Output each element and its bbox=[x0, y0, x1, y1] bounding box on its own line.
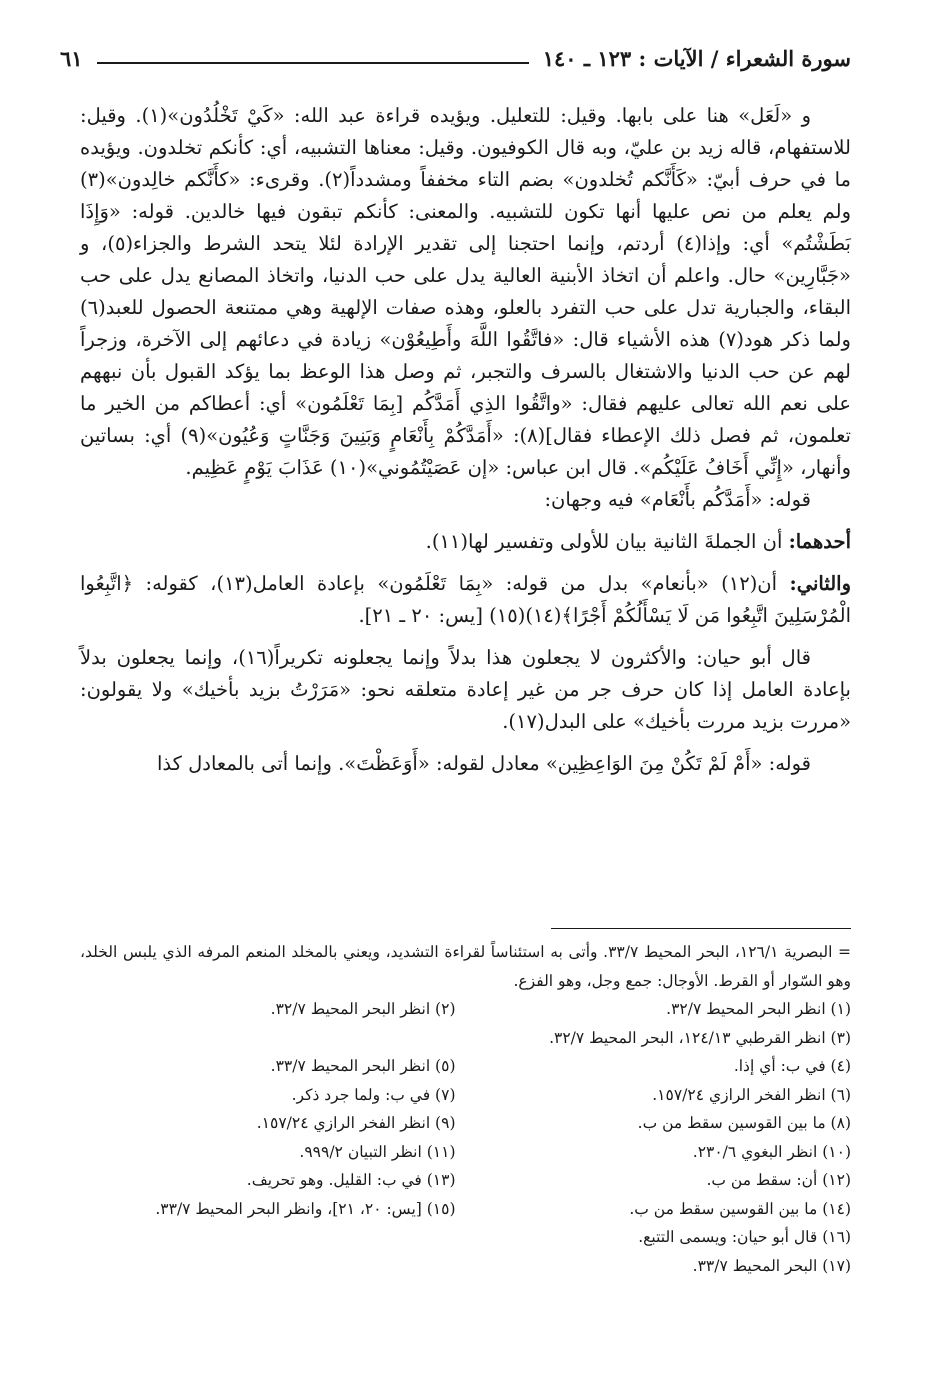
footnote-5: (٥) انظر البحر المحيط ٣٣/٧. bbox=[270, 1057, 456, 1075]
paragraph-am-lam-takun: قوله: «أَمْ لَمْ تَكُنْ مِنَ الوَاعِظِين» معادل لقوله: «أَوَعَظْتَ». وإنما أتى بالمعادل كذا bbox=[156, 752, 811, 775]
first-aspect-label: أحدهما: bbox=[788, 530, 851, 553]
paragraph-two-aspects: قوله: «أَمَدَّكُم بأَنْعَام» فيه وجهان: bbox=[544, 488, 811, 511]
chapter-title: سورة الشعراء / الآيات : ١٢٣ ـ ١٤٠ bbox=[542, 45, 851, 71]
footnote-12: (١٢) أن: سقط من ب. bbox=[706, 1171, 851, 1189]
footnote-17: (١٧) البحر المحيط ٣٣/٧. bbox=[692, 1256, 851, 1275]
second-aspect-label: والثاني: bbox=[789, 572, 851, 595]
footnote-6: (٦) انظر الفخر الرازي ١٥٧/٢٤. bbox=[652, 1085, 851, 1104]
page-number: ٦١ bbox=[60, 45, 83, 71]
header-rule bbox=[97, 62, 529, 64]
footnote-list bbox=[80, 1052, 851, 1223]
footnote-continuation: = البصرية ١٢٦/١، البحر المحيط ٣٣/٧. وأتى به استئناساً لقراءة التشديد، ويعني بالمخلد المنعم المرفه الذي يلبس الخلد، وهو السّوار أو القرط. الأوجال: جمع وجل، وهو الفزع. bbox=[80, 943, 852, 990]
paragraph-commentary: و «لَعَل» هنا على بابها. وقيل: للتعليل. ويؤيده قراءة عبد الله: «كَيْ تَخْلُدُون»(١). وقيل: للاستفهام، قاله زيد بن عليّ، وبه قال الكوفيون. وقيل: معناها التشبيه، أي: كأنكم تخلدون. ويؤيده ما في حرف أبيّ: «كَأَنَّكم تُخلدون» بضم التاء مخففاً ومشدداً(٢). وقرىء: «كأَنَّكم خالِدون»(٣) ولم يعلم من نص عليها أنها تكون للتشبيه. والمعنى: كأنكم تبقون فيها خالدين. قوله: «وَإِذَا بَطَشْتُم» أي: وإذا(٤) أردتم، وإنما احتجنا إلى تقدير الإرادة لئلا يتحد الشرط والجزاء(٥)، و «جَبَّارِين» حال. واعلم أن اتخاذ الأبنية العالية يدل على حب الدنيا، واتخاذ المصانع يدل على حب البقاء، والجبارية تدل على حب التفرد بالعلو، وهذه صفات الإلهية وهي ممتنعة الحصول للعبد(٦) ولما ذكر هود(٧) هذه الأشياء قال: «فاتَّقُوا اللَّهَ وأَطِيعُوْن» زيادة في دعائهم إلى الآخرة، وزجراً لهم عن حب الدنيا والاشتغال بالسرف والتجبر، ثم وصل هذا الوعظ بما يؤكد القبول بأن نبههم على نعم الله تعالى عليهم فقال: «واتَّقُوا الذِي أَمَدَّكُم [بِمَا تَعْلَمُون» أي: أعطاكم من الخير ما تعلمون، ثم فصل ذلك الإعطاء فقال](٨): «أَمَدَّكُمْ بِأَنْعَامٍ وَبَنِينَ وَجَنَّاتٍ وَعُيُون»(٩) أي: بساتين وأنهار، «إِنِّي أَخَافُ عَلَيْكُم». قال ابن عباس: «إن عَصَيْتُمُوني»(١٠) عَذَابَ يَوْمٍ عَظِيم. bbox=[80, 104, 851, 479]
footnote-10: (١٠) انظر البغوي ٢٣٠/٦. bbox=[692, 1142, 851, 1161]
footnote-16: (١٦) قال أبو حيان: ويسمى التتبع. bbox=[638, 1228, 851, 1246]
footnote-8: (٨) ما بين القوسين سقط من ب. bbox=[637, 1114, 851, 1132]
paragraph-first-aspect bbox=[80, 526, 851, 558]
footnote-7: (٧) في ب: ولما جرد ذكر. bbox=[291, 1085, 456, 1104]
footnote-2: (٢) انظر البحر المحيط ٣٢/٧. bbox=[270, 1000, 456, 1018]
paragraph-abu-hayyan: قال أبو حيان: والأكثرون لا يجعلون هذا بدلاً وإنما يجعلونه تكريراً(١٦)، وإنما يجعلون بدلاً بإعادة العامل إذا كان حرف جر من غير إعادة متعلقه نحو: «مَرَرْتُ بزيد بأخيك» ولا يقولون: «مررت بزيد مررت بأخيك» على البدل(١٧). bbox=[80, 646, 851, 733]
footnotes bbox=[80, 938, 851, 1280]
footnote-list bbox=[80, 995, 851, 1024]
second-aspect-text: أن(١٢) «بأنعام» بدل من قوله: «بِمَا تَعْلَمُون» بإعادة العامل(١٣)، كقوله: ﴿اتَّبِعُوا الْمُرْسَلِينَ اتَّبِعُوا مَن لَا يَسْأَلُكُمْ أَجْرًا﴾(١٤)(١٥) [يس: ٢٠ ـ ٢١]. bbox=[80, 572, 851, 627]
footnote-15: (١٥) [يس: ٢٠، ٢١]، وانظر البحر المحيط ٣٣/٧. bbox=[155, 1199, 456, 1218]
page-header bbox=[60, 40, 851, 76]
footnote-14: (١٤) ما بين القوسين سقط من ب. bbox=[629, 1199, 851, 1218]
main-text bbox=[80, 100, 851, 780]
paragraph-second-aspect bbox=[80, 568, 851, 632]
footnote-13: (١٣) في ب: القليل. وهو تحريف. bbox=[246, 1171, 456, 1189]
first-aspect-text: أن الجملةَ الثانية بيان للأولى وتفسير لها(١١). bbox=[425, 530, 789, 553]
footnote-11: (١١) انظر التبيان ٩٩٩/٢. bbox=[299, 1142, 456, 1161]
footnote-4: (٤) في ب: أي إذا. bbox=[733, 1057, 851, 1075]
footnote-1: (١) انظر البحر المحيط ٣٢/٧. bbox=[666, 1000, 851, 1018]
footnote-3: (٣) انظر القرطبي ١٢٤/١٣، البحر المحيط ٣٢/٧. bbox=[549, 1028, 851, 1047]
footnote-divider bbox=[551, 928, 851, 929]
footnote-9: (٩) انظر الفخر الرازي ١٥٧/٢٤. bbox=[256, 1114, 456, 1132]
